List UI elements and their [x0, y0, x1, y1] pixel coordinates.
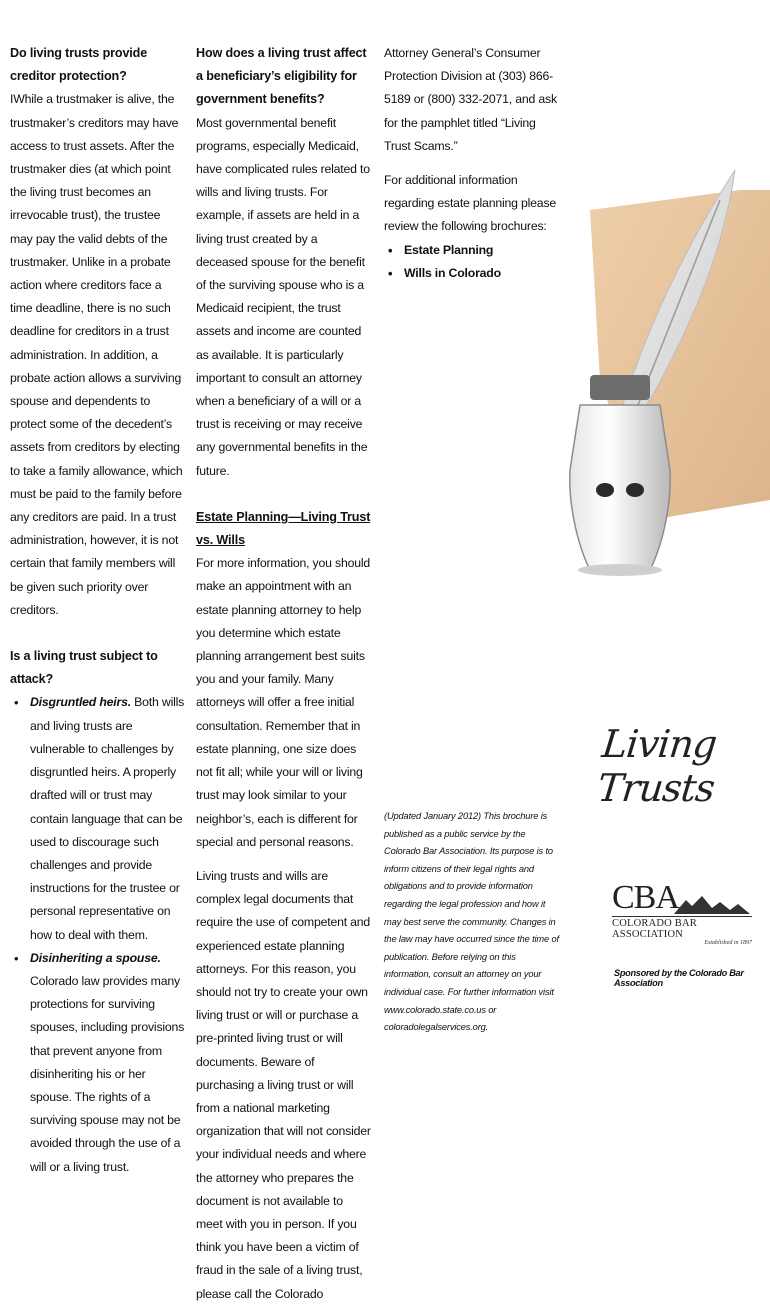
- quill-and-inkwell-image: [560, 150, 770, 670]
- cover-title: Living Trusts: [595, 722, 719, 810]
- paragraph-attorney-general: Attorney General’s Consumer Protection Division at (303) 866-5189 or (800) 332-2071, and ask for the pamphlet titled “Living Trust Scams.”: [384, 46, 557, 153]
- paragraph-estate-planning: For more information, you should make an appointment with an estate planning attorney to help you determine which estate planning arrangement best suits you and your family. Many attorneys will offer a free initial consultation. Remember that in estate planning, one size does not fit all; while your will or living trust may look similar to your neighbor’s, each is different for special and personal reasons.: [196, 556, 371, 849]
- list-item: [10, 947, 186, 1179]
- column-left: [10, 42, 186, 1179]
- list-item: • Estate Planning: [384, 239, 564, 262]
- list-item: [10, 691, 186, 946]
- paragraph-government-benefits: Most governmental benefit programs, especially Medicaid, have complicated rules related to wills and living trusts. For example, if assets are held in a living trust created by a deceased spouse for the benefit of the surviving spouse who is a Medicaid recipient, the trust assets and income are counted as available. It is particularly important to consult an attorney when a beneficiary of a will or a trust is receiving or may receive any governmental benefits in the future.: [196, 115, 370, 478]
- logo-organization-name: COLORADO BAR ASSOCIATION: [612, 916, 752, 940]
- paragraph-creditor-protection: IWhile a trustmaker is alive, the trustmaker’s creditors may have access to trust assets. After the trustmaker dies (at which point the living trust becomes an irrevocable trust), the trustee may pay the valid debts of the trustmaker. Unlike in a probate action where creditors face a time deadline, there is no such deadline for creditors in a trust administration. In addition, a probate action allows a surviving spouse and dependents to protect some of the decedent’s assets from creditors by electing to take a family allowance, which must be paid to the family before any creditors are paid. In a trust administration, however, it is not certain that family members will be given such priority over creditors.: [10, 92, 183, 617]
- list-item: • Wills in Colorado: [384, 262, 564, 285]
- inkwell-facet: [626, 483, 644, 497]
- brochure-list: [384, 239, 564, 285]
- disclaimer-text: (Updated January 2012) This brochure is published as a public service by the Colorado Bar Association. Its purpose is to inform citizens of their legal rights and obligations and to provide information regarding the legal profession and how it may best serve the community. Changes in the law may have occurred since the time of publication. Before relying on this information, consult an attorney on your individual case. For further information visit www.colorado.state.co.us or coloradolegalservices.org.: [384, 811, 559, 1033]
- cba-logo: [612, 880, 752, 946]
- heading-estate-planning: Estate Planning—Living Trust vs. Wills: [196, 509, 371, 548]
- paragraph-additional-info: For additional information regarding estate planning please review the following brochures:: [384, 173, 557, 234]
- heading-creditor-protection: Do living trusts provide creditor protection?: [10, 46, 148, 84]
- sponsor-line: Sponsored by the Colorado Bar Association: [614, 968, 744, 988]
- inkwell-shadow: [578, 564, 662, 576]
- bullet-lead: Disgruntled heirs.: [30, 695, 131, 710]
- bullet-text: Colorado law provides many protections for surviving spouses, including provisions that prevent anyone from disinheriting his or her spouse. The rights of a surviving spouse may not be avoided through the use of a will or a living trust.: [30, 973, 185, 1174]
- paragraph-complex-documents: Living trusts and wills are complex legal documents that require the use of competent and experienced estate planning attorneys. For this reason, you should not try to create your own living trust or will or purchase a pre-printed living trust or will documents. Beware of purchasing a living trust or will from a national marketing organization that will not consider your individual needs and where the attorney who prepares the document is not available to meet with you in person. If you think you have been a victim of fraud in the sale of a living trust, please call the Colorado: [196, 868, 371, 1301]
- inkwell-facet: [596, 483, 614, 497]
- inkwell-cap: [590, 375, 650, 400]
- mountain-logo-icon: [674, 894, 750, 914]
- bullet-lead: Disinheriting a spouse.: [30, 950, 161, 965]
- inkwell-glass: [570, 405, 670, 570]
- column-middle: [196, 42, 372, 1306]
- logo-established: Established in 1897: [704, 940, 752, 946]
- heading-government-benefits: How does a living trust affect a beneficiary’s eligibility for government benefits?: [196, 46, 367, 107]
- heading-trust-attack: Is a living trust subject to attack?: [10, 649, 158, 687]
- logo-abbreviation: CBA: [612, 879, 679, 916]
- bullet-text: Both wills and living trusts are vulnerable to challenges by disgruntled heirs. A properly drafted will or trust may contain language that can be used to discourage such challenges and provide instructions for the trustee or personal representative on how to deal with them.: [30, 695, 185, 942]
- attack-bullet-list: [10, 691, 186, 1178]
- column-right-text: [384, 42, 564, 285]
